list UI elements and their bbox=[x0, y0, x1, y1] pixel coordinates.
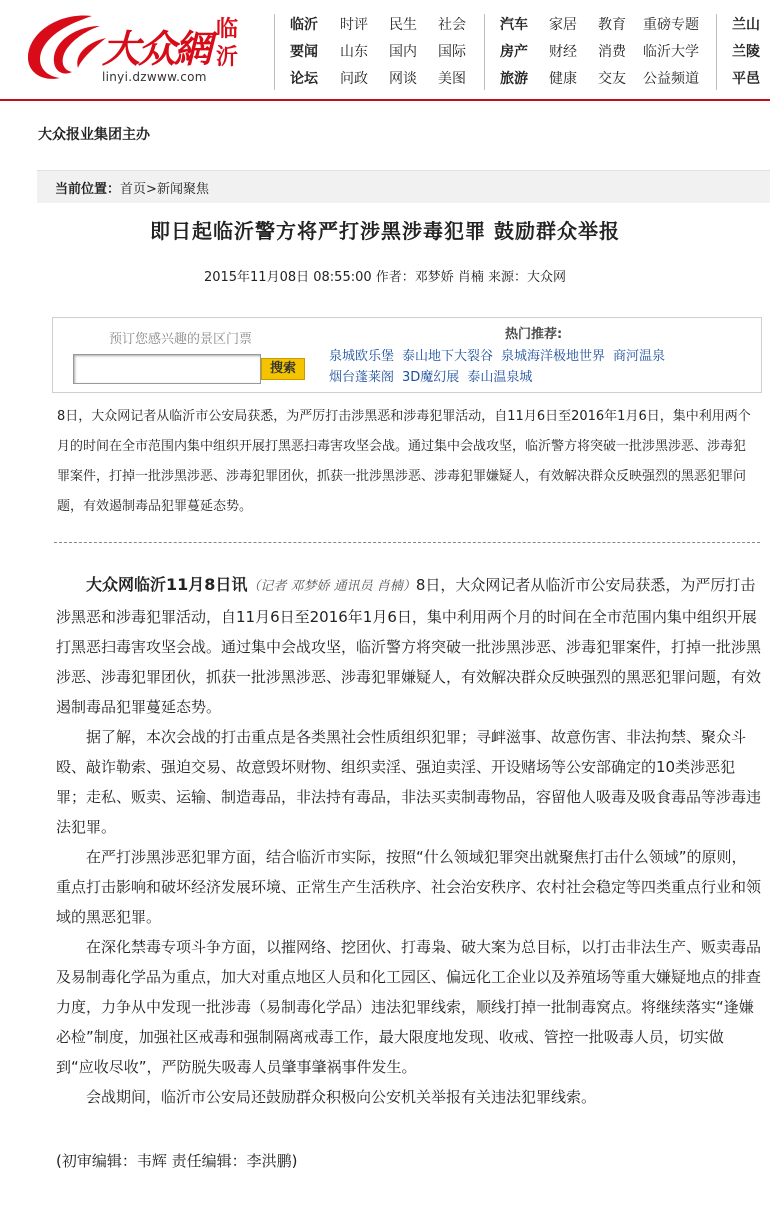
article-body bbox=[56, 570, 761, 1112]
article-byline: （记者 邓梦娇 通讯员 肖楠） bbox=[247, 579, 416, 594]
nav-link-pingyi[interactable]: 平邑 bbox=[732, 71, 760, 87]
nav-link[interactable]: 临沂大学 bbox=[643, 44, 699, 60]
ticket-search-input[interactable] bbox=[73, 354, 261, 384]
article-paragraph: 在严打涉黑涉恶犯罪方面，结合临沂市实际，按照“什么领域犯罪突出就聚焦打击什么领域”的原则，重点打击影响和破坏经济发展环境、正常生产生活秩序、社会治安秩序、农村社会稳定等四类重点行业和领域的黑恶犯罪。 bbox=[56, 848, 762, 926]
article-lead: 大众网临沂11月8日讯 bbox=[86, 575, 248, 594]
nav-link[interactable]: 时评 bbox=[340, 17, 368, 33]
flame-swirl-icon bbox=[22, 12, 108, 84]
nav-link[interactable]: 美图 bbox=[438, 71, 466, 87]
nav-link[interactable]: 消费 bbox=[598, 44, 626, 60]
article-paragraph: 在深化禁毒专项斗争方面，以摧网络、挖团伙、打毒枭、破大案为总目标，以打击非法生产、贩卖毒品及易制毒化学品为重点，加大对重点地区人员和化工园区、偏远化工企业以及养殖场等重大嫌疑地点的排查力度，力争从中发现一批涉毒（易制毒化学品）违法犯罪线索，顺线打掉一批制毒窝点。将继续落实“逢嫌必检”制度，加强社区戒毒和强制隔离戒毒工作，最大限度地发现、收戒、管控一批吸毒人员，切实做到“应收尽收”，严防脱失吸毒人员肇事肇祸事件发生。 bbox=[56, 938, 762, 1076]
article-paragraph: 据了解，本次会战的打击重点是各类黑社会性质组织犯罪；寻衅滋事、故意伤害、非法拘禁、聚众斗殴、敲诈勒索、强迫交易、故意毁坏财物、组织卖淫、强迫卖淫、开设赌场等公安部确定的10类涉恶犯罪；走私、贩卖、运输、制造毒品，非法持有毒品，非法买卖制毒物品，容留他人吸毒及吸食毒品等涉毒违法犯罪。 bbox=[56, 728, 762, 836]
nav-column bbox=[500, 12, 528, 93]
logo-url: linyi.dzwww.com bbox=[102, 70, 207, 84]
nav-link-house[interactable]: 房产 bbox=[500, 44, 528, 60]
nav-divider bbox=[274, 14, 275, 90]
nav-link[interactable]: 公益频道 bbox=[643, 71, 699, 87]
nav-link-yaowen[interactable]: 要闻 bbox=[290, 44, 318, 60]
article-paragraph bbox=[56, 570, 761, 722]
nav-link[interactable]: 山东 bbox=[340, 44, 368, 60]
nav-divider bbox=[716, 14, 717, 90]
nav-divider bbox=[484, 14, 485, 90]
breadcrumb-label: 当前位置： bbox=[55, 182, 121, 197]
header-divider bbox=[0, 99, 770, 101]
nav-link[interactable]: 家居 bbox=[549, 17, 577, 33]
nav-link[interactable]: 国内 bbox=[389, 44, 417, 60]
nav-link-lanling[interactable]: 兰陵 bbox=[732, 44, 760, 60]
hot-link[interactable]: 泰山地下大裂谷 bbox=[402, 349, 494, 364]
hot-recommend-links bbox=[329, 346, 749, 388]
nav-column bbox=[598, 12, 626, 93]
article-summary: 8日，大众网记者从临沂市公安局获悉，为严厉打击涉黑恶和涉毒犯罪活动，自11月6日至2016年1月6日，集中利用两个月的时间在全市范围内集中组织开展打黑恶扫毒害攻坚会战。通过集中会战攻坚，临沂警方将突破一批涉黑涉恶、涉毒犯罪案件，打掉一批涉黑涉恶、涉毒犯罪团伙，抓获一批涉黑涉恶、涉毒犯罪嫌疑人，有效解决群众反映强烈的黑恶犯罪问题，有效遏制毒品犯罪蔓延态势。 bbox=[57, 409, 751, 514]
hot-recommend-title: 热门推荐: bbox=[505, 327, 563, 342]
logo-city: 临沂 bbox=[215, 17, 238, 70]
nav-link-lanshan[interactable]: 兰山 bbox=[732, 17, 760, 33]
paragraph-text: 8日，大众网记者从临沂市公安局获悉，为严厉打击涉黑恶和涉毒犯罪活动，自11月6日至2016年1月6日，集中利用两个月的时间在全市范围内集中组织开展打黑恶扫毒害攻坚会战。通过集中会战攻坚，临沂警方将突破一批涉黑涉恶、涉毒犯罪案件，打掉一批涉黑涉恶、涉毒犯罪团伙，抓获一批涉黑涉恶、涉毒犯罪嫌疑人，有效解决群众反映强烈的黑恶犯罪问题，有效遏制毒品犯罪蔓延态势。 bbox=[56, 576, 762, 716]
article-title: 即日起临沂警方将严打涉黑涉毒犯罪 鼓励群众举报 bbox=[150, 219, 620, 243]
article-meta: 2015年11月08日 08:55:00 作者：邓梦娇 肖楠 来源：大众网 bbox=[203, 270, 567, 285]
nav-link-linyi[interactable]: 临沂 bbox=[290, 17, 318, 33]
nav-link[interactable]: 社会 bbox=[438, 17, 466, 33]
breadcrumb bbox=[55, 178, 209, 197]
nav-link[interactable]: 重磅专题 bbox=[643, 17, 699, 33]
search-button[interactable]: 搜索 bbox=[261, 358, 305, 380]
article-paragraph: 会战期间，临沂市公安局还鼓励群众积极向公安机关举报有关违法犯罪线索。 bbox=[86, 1088, 597, 1106]
breadcrumb-separator: > bbox=[146, 182, 157, 197]
breadcrumb-section-link[interactable]: 新闻聚焦 bbox=[156, 182, 209, 197]
hot-link[interactable]: 3D魔幻展 bbox=[402, 370, 460, 385]
breadcrumb-bar bbox=[37, 170, 770, 203]
nav-column bbox=[340, 12, 368, 93]
breadcrumb-home-link[interactable]: 首页 bbox=[120, 182, 147, 197]
nav-row bbox=[290, 12, 318, 93]
nav-link[interactable]: 交友 bbox=[598, 71, 626, 87]
ticket-search-box bbox=[52, 317, 762, 393]
hot-link[interactable]: 泰山温泉城 bbox=[467, 370, 533, 385]
sponsor-text: 大众报业集团主办 bbox=[38, 127, 150, 143]
hot-link[interactable]: 商河温泉 bbox=[613, 349, 666, 364]
nav-column bbox=[732, 12, 760, 93]
nav-link[interactable]: 民生 bbox=[389, 17, 417, 33]
nav-link[interactable]: 国际 bbox=[438, 44, 466, 60]
editor-credits: (初审编辑：韦辉 责任编辑：李洪鹏) bbox=[56, 1152, 298, 1170]
nav-link[interactable]: 问政 bbox=[340, 71, 368, 87]
nav-link[interactable]: 网谈 bbox=[389, 71, 417, 87]
nav-column bbox=[643, 12, 699, 93]
nav-column bbox=[389, 12, 417, 93]
nav-column bbox=[438, 12, 466, 93]
dashed-divider bbox=[54, 542, 760, 543]
hot-link[interactable]: 泉城海洋极地世界 bbox=[501, 349, 606, 364]
site-logo[interactable] bbox=[22, 8, 267, 92]
hot-link[interactable]: 烟台蓬莱阁 bbox=[329, 370, 395, 385]
nav-link[interactable]: 健康 bbox=[549, 71, 577, 87]
logo-name: 大众網 bbox=[102, 26, 211, 71]
nav-column bbox=[549, 12, 577, 93]
hot-link[interactable]: 泉城欧乐堡 bbox=[329, 349, 395, 364]
nav-link-auto[interactable]: 汽车 bbox=[500, 17, 528, 33]
nav-link-travel[interactable]: 旅游 bbox=[500, 71, 528, 87]
nav-link[interactable]: 财经 bbox=[549, 44, 577, 60]
nav-link[interactable]: 教育 bbox=[598, 17, 626, 33]
site-header bbox=[0, 0, 770, 100]
ticket-search-prompt: 预订您感兴趣的景区门票 bbox=[109, 332, 253, 347]
nav-link-luntan[interactable]: 论坛 bbox=[290, 71, 318, 87]
